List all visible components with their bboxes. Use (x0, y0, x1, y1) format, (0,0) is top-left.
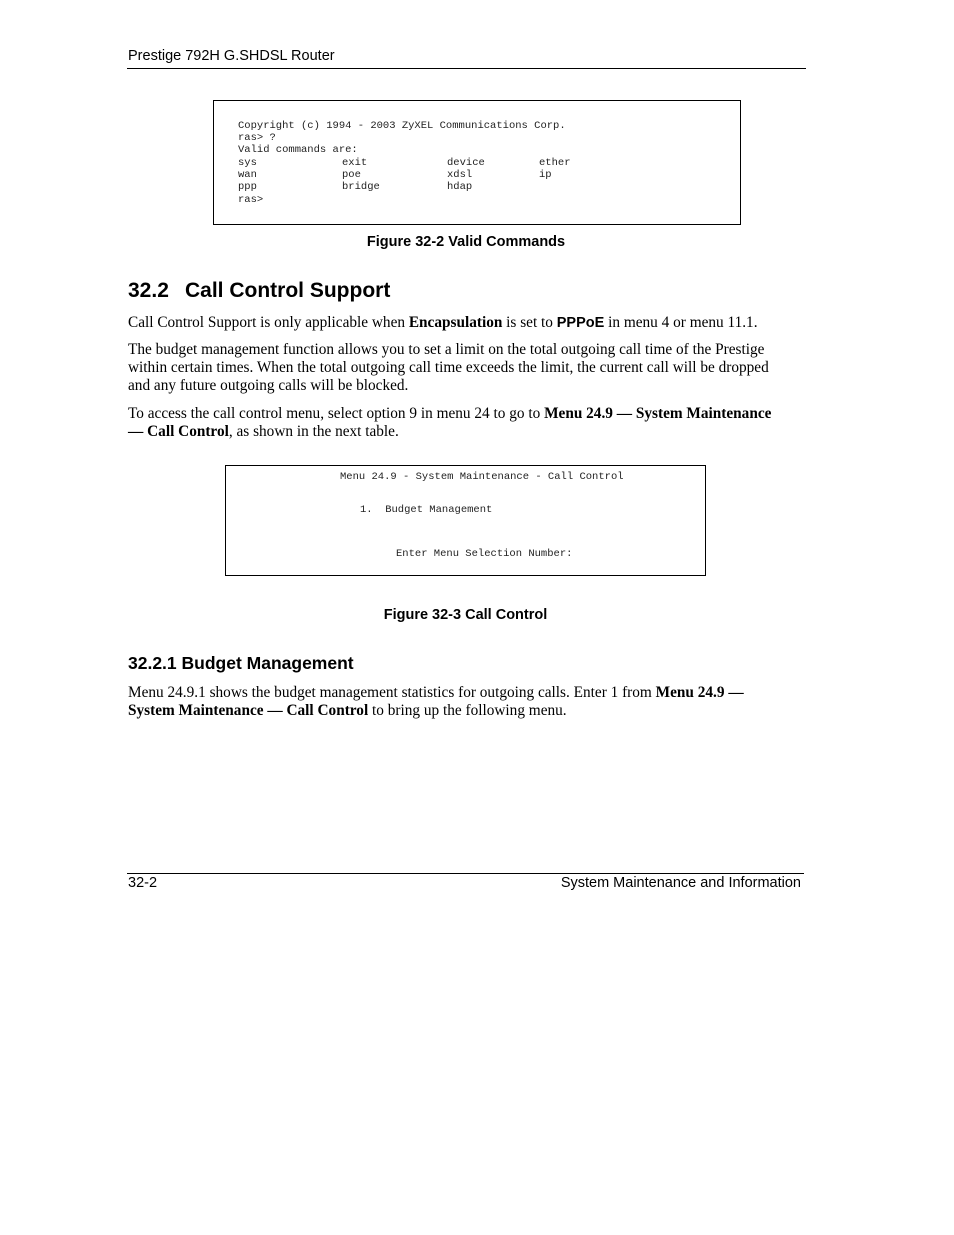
menu-option-budget-management: 1. Budget Management (360, 504, 493, 516)
command-cell: device (447, 157, 485, 169)
command-cell: xdsl (447, 169, 473, 181)
command-cell: ppp (238, 181, 257, 193)
text-run: to bring up the following menu. (368, 702, 567, 719)
footer-page-number: 32-2 (128, 875, 158, 891)
section-title: Call Control Support (185, 279, 391, 302)
text-run: , as shown in the next table. (228, 423, 399, 440)
subsection-heading-budget-management: 32.2.1 Budget Management (128, 653, 354, 673)
bold-term-encapsulation: Encapsulation (408, 314, 503, 331)
text-run: in menu 4 or menu 11.1. (604, 314, 758, 331)
terminal-valid-commands-line: Valid commands are: (238, 144, 358, 156)
command-cell: ip (539, 169, 552, 181)
figure-caption-call-control: Figure 32-3 Call Control (383, 607, 548, 623)
page-header-title: Prestige 792H G.SHDSL Router (128, 48, 335, 64)
footer-rule (127, 873, 804, 874)
command-cell: sys (238, 157, 257, 169)
text-run: To access the call control menu, select option 9 in menu 24 to go to (128, 405, 545, 422)
paragraph-access-call-control-menu (128, 405, 788, 441)
header-rule (127, 68, 806, 69)
paragraph-budget-management-function: The budget management function allows you to set a limit on the total outgoing call time of the Prestige within certain times. When the total outgoing call time exceeds the limit, the current call will be dropped and any future outgoing calls will be blocked. (128, 341, 769, 394)
terminal-command-line: ras> ? (238, 132, 276, 144)
command-cell: poe (342, 169, 361, 181)
call-control-terminal (225, 465, 706, 576)
text-run: Menu 24.9.1 shows the budget management statistics for outgoing calls. Enter 1 from (128, 684, 656, 701)
section-heading-call-control-support (128, 279, 390, 303)
valid-commands-terminal (213, 100, 741, 225)
command-cell: wan (238, 169, 257, 181)
bold-term-pppoe: PPPoE (556, 315, 605, 331)
terminal-prompt-line: ras> (238, 194, 264, 206)
section-number: 32.2 (128, 279, 169, 302)
footer-chapter-title: System Maintenance and Information (560, 875, 801, 891)
paragraph-call-control-applicability (128, 314, 788, 332)
menu-selection-prompt: Enter Menu Selection Number: (396, 548, 573, 560)
text-run: is set to (502, 314, 557, 331)
command-cell: exit (342, 157, 368, 169)
paragraph-budget-management-stats (128, 684, 768, 720)
menu-title-line: Menu 24.9 - System Maintenance - Call Control (340, 471, 624, 483)
bold-menu-path: Menu 24.9 — System Maintenance — Call Control (128, 684, 744, 719)
command-cell: bridge (342, 181, 380, 193)
text-run: Call Control Support is only applicable when (128, 314, 409, 331)
command-cell: ether (539, 157, 571, 169)
terminal-copyright-line: Copyright (c) 1994 - 2003 ZyXEL Communications Corp. (238, 120, 566, 132)
bold-menu-path: Menu 24.9 — System Maintenance — Call Control (128, 405, 772, 440)
figure-caption-valid-commands: Figure 32-2 Valid Commands (366, 234, 566, 250)
command-cell: hdap (447, 181, 473, 193)
